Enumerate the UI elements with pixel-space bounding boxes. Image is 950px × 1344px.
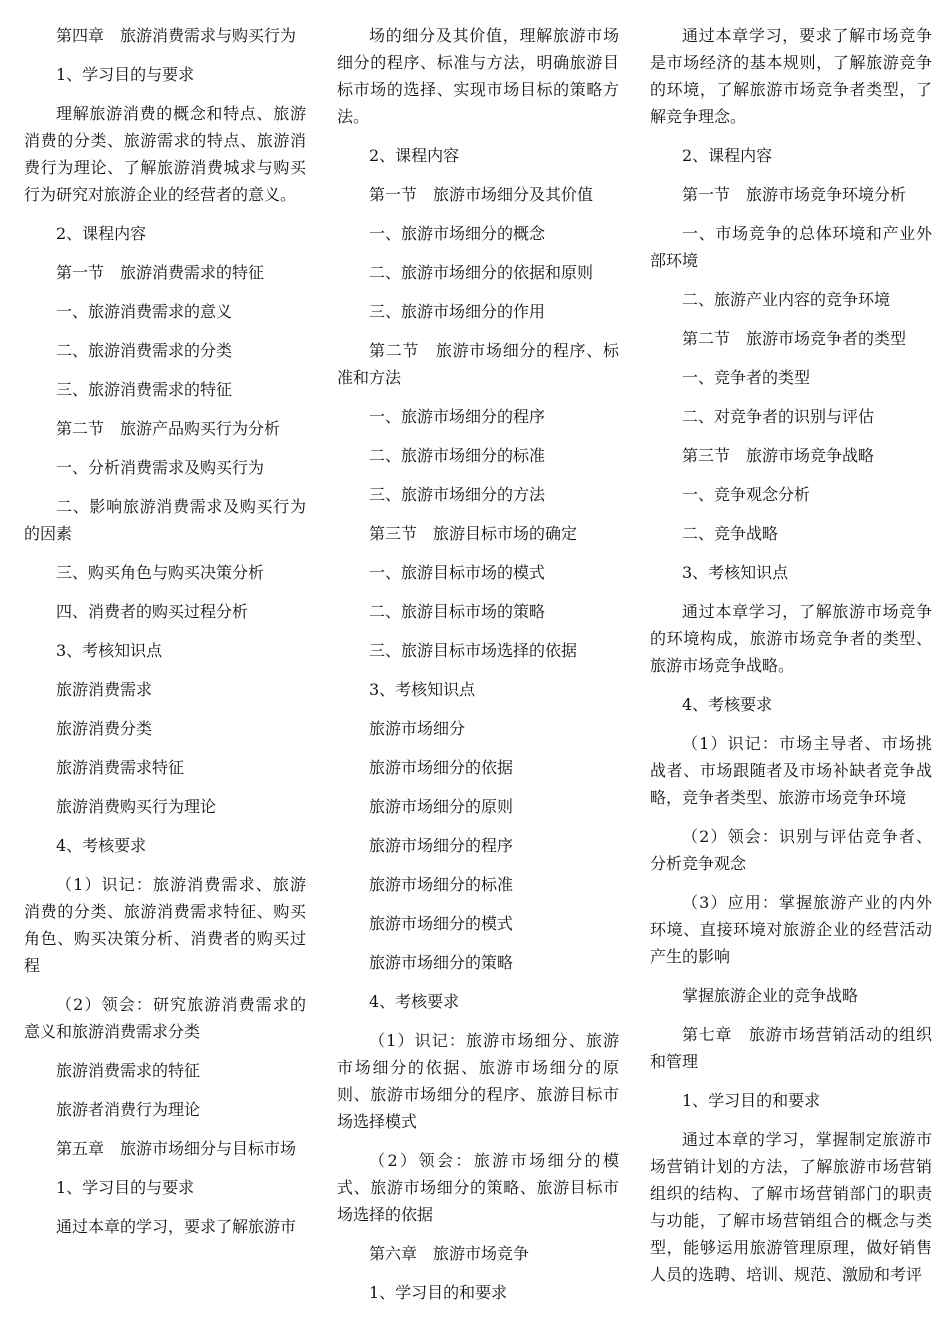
paragraph: 一、旅游市场细分的概念 [369,224,546,243]
paragraph: （1）识记：旅游消费需求、旅游消费的分类、旅游消费需求特征、购买角色、购买决策分析、消费者的购买过程 [24,875,306,975]
paragraph: 第五章 旅游市场细分与目标市场 [56,1139,297,1158]
paragraph: 4、考核要求 [682,695,773,714]
paragraph: 三、购买角色与购买决策分析 [56,563,265,582]
paragraph: （1）识记：旅游市场细分、旅游市场细分的依据、旅游市场细分的原则、旅游市场细分的程序、旅游目标市场选择模式 [337,1031,619,1131]
paragraph: 旅游者消费行为理论 [56,1100,201,1119]
paragraph: 1、学习目的和要求 [682,1091,821,1110]
paragraph: 旅游消费购买行为理论 [56,797,217,816]
paragraph: 旅游消费需求 [56,680,153,699]
paragraph: 旅游消费需求特征 [56,758,185,777]
paragraph: 2、课程内容 [682,146,773,165]
paragraph: 四、消费者的购买过程分析 [56,602,249,621]
paragraph: 掌握旅游企业的竞争战略 [682,986,859,1005]
paragraph: 一、竞争观念分析 [682,485,811,504]
paragraph: 4、考核要求 [369,992,460,1011]
paragraph: 第七章 旅游市场营销活动的组织和管理 [650,1025,932,1071]
paragraph: 二、旅游市场细分的依据和原则 [369,263,594,282]
text-column-left [24,22,306,1252]
paragraph: 旅游市场细分的依据 [369,758,514,777]
paragraph: （3）应用：掌握旅游产业的内外环境、直接环境对旅游企业的经营活动产生的影响 [650,893,932,966]
paragraph: 1、学习目的与要求 [56,65,195,84]
paragraph: （2）领会：研究旅游消费需求的意义和旅游消费需求分类 [24,995,306,1041]
paragraph: 旅游市场细分的策略 [369,953,514,972]
paragraph: 一、旅游市场细分的程序 [369,407,546,426]
paragraph: 二、旅游目标市场的策略 [369,602,546,621]
paragraph: 1、学习目的和要求 [369,1283,508,1302]
paragraph: 第一节 旅游消费需求的特征 [56,263,265,282]
paragraph: 通过本章的学习，要求了解旅游市 [56,1217,297,1236]
paragraph: 旅游市场细分 [369,719,466,738]
text-column-right [650,22,932,1300]
paragraph: 第二节 旅游产品购买行为分析 [56,419,281,438]
paragraph: 4、考核要求 [56,836,147,855]
paragraph: 通过本章的学习，掌握制定旅游市场营销计划的方法，了解旅游市场营销组织的结构、了解市场营销部门的职责与功能，了解市场营销组合的概念与类型，能够运用旅游管理原理，做好销售人员的选聘、培训、规范、激励和考评 [650,1130,932,1284]
paragraph: 通过本章学习，了解旅游市场竞争的环境构成，旅游市场竞争者的类型、旅游市场竞争战略。 [650,602,932,675]
paragraph: 旅游市场细分的程序 [369,836,514,855]
paragraph: 第一节 旅游市场竞争环境分析 [682,185,907,204]
paragraph: 二、旅游产业内容的竞争环境 [682,290,891,309]
paragraph: 二、旅游市场细分的标准 [369,446,546,465]
paragraph: 2、课程内容 [369,146,460,165]
paragraph: 二、竞争战略 [682,524,779,543]
paragraph: 3、考核知识点 [369,680,476,699]
paragraph: 3、考核知识点 [682,563,789,582]
paragraph: （1）识记：市场主导者、市场挑战者、市场跟随者及市场补缺者竞争战略，竞争者类型、旅游市场竞争环境 [650,734,932,807]
paragraph: 旅游市场细分的模式 [369,914,514,933]
paragraph: 三、旅游目标市场选择的依据 [369,641,578,660]
paragraph: 旅游消费分类 [56,719,153,738]
paragraph: 二、对竞争者的识别与评估 [682,407,875,426]
paragraph: 三、旅游消费需求的特征 [56,380,233,399]
paragraph: 第四章 旅游消费需求与购买行为 [56,26,297,45]
paragraph: 1、学习目的与要求 [56,1178,195,1197]
paragraph: 第三节 旅游市场竞争战略 [682,446,875,465]
paragraph: 第六章 旅游市场竞争 [369,1244,530,1263]
paragraph: 第二节 旅游市场竞争者的类型 [682,329,907,348]
paragraph: 一、旅游目标市场的模式 [369,563,546,582]
paragraph: 2、课程内容 [56,224,147,243]
paragraph: （2）领会：旅游市场细分的模式、旅游市场细分的策略、旅游目标市场选择的依据 [337,1151,619,1224]
paragraph: 三、旅游市场细分的作用 [369,302,546,321]
paragraph: 旅游市场细分的原则 [369,797,514,816]
paragraph: 理解旅游消费的概念和特点、旅游消费的分类、旅游需求的特点、旅游消费行为理论、了解旅游消费城求与购买行为研究对旅游企业的经营者的意义。 [24,104,306,204]
paragraph: 一、竞争者的类型 [682,368,811,387]
paragraph: 第三节 旅游目标市场的确定 [369,524,578,543]
paragraph: 一、分析消费需求及购买行为 [56,458,265,477]
paragraph: 通过本章学习，要求了解市场竞争是市场经济的基本规则，了解旅游竞争的环境，了解旅游市场竞争者类型，了解竞争理念。 [650,26,932,126]
paragraph: 二、旅游消费需求的分类 [56,341,233,360]
paragraph: 第二节 旅游市场细分的程序、标准和方法 [337,341,619,387]
paragraph: 旅游消费需求的特征 [56,1061,201,1080]
paragraph: 第一节 旅游市场细分及其价值 [369,185,594,204]
paragraph: 一、旅游消费需求的意义 [56,302,233,321]
paragraph: 场的细分及其价值，理解旅游市场细分的程序、标准与方法，明确旅游目标市场的选择、实现市场目标的策略方法。 [337,26,619,126]
paragraph: 旅游市场细分的标准 [369,875,514,894]
paragraph: 一、市场竞争的总体环境和产业外部环境 [650,224,932,270]
paragraph: （2）领会：识别与评估竞争者、分析竞争观念 [650,827,932,873]
paragraph: 3、考核知识点 [56,641,163,660]
text-column-middle [337,22,619,1318]
paragraph: 二、影响旅游消费需求及购买行为的因素 [24,497,306,543]
paragraph: 三、旅游市场细分的方法 [369,485,546,504]
